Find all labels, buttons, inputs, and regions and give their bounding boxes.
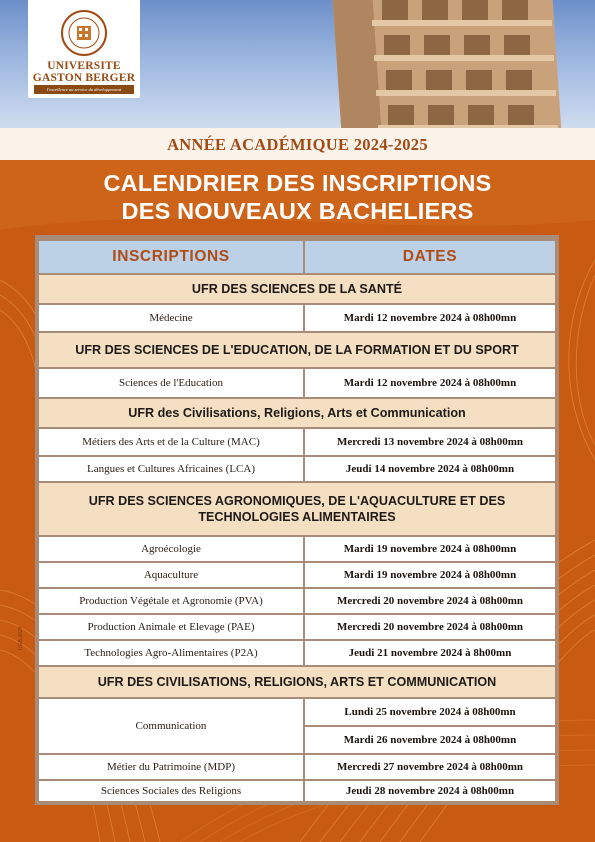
program-date: Jeudi 21 novembre 2024 à 8h00mn: [305, 641, 555, 665]
program-name: Technologies Agro-Alimentaires (P2A): [39, 641, 303, 665]
table-row: [39, 615, 555, 639]
program-name: Sciences de l'Education: [39, 369, 303, 397]
section-title: UFR DES SCIENCES DE LA SANTÉ: [39, 275, 555, 303]
table-row: [39, 755, 555, 779]
program-date: Mardi 19 novembre 2024 à 08h00mn: [305, 537, 555, 561]
table-row: [39, 305, 555, 331]
table-row: [39, 589, 555, 613]
table-header-row: [39, 241, 555, 273]
table-row: [39, 369, 555, 397]
program-date: Mardi 26 novembre 2024 à 08h00mn: [305, 727, 555, 753]
program-name: Métier du Patrimoine (MDP): [39, 755, 303, 779]
program-name: Médecine: [39, 305, 303, 331]
table-row: [39, 537, 555, 561]
program-date: Mercredi 20 novembre 2024 à 08h00mn: [305, 589, 555, 613]
table-row: [39, 699, 555, 753]
program-date: Jeudi 14 novembre 2024 à 08h00mn: [305, 457, 555, 481]
program-date: Jeudi 28 novembre 2024 à 08h00mn: [305, 781, 555, 801]
program-name: Production Végétale et Agronomie (PVA): [39, 589, 303, 613]
section-title: UFR DES CIVILISATIONS, RELIGIONS, ARTS ET COMMUNICATION: [39, 667, 555, 697]
program-name: Production Animale et Elevage (PAE): [39, 615, 303, 639]
page-title-line-2: DES NOUVEAUX BACHELIERS: [121, 198, 474, 224]
section-title: UFR DES SCIENCES DE L'EDUCATION, DE LA FORMATION ET DU SPORT: [39, 333, 555, 367]
program-date: Mardi 19 novembre 2024 à 08h00mn: [305, 563, 555, 587]
academic-year-band: [0, 128, 595, 160]
program-date: Mercredi 27 novembre 2024 à 08h00mn: [305, 755, 555, 779]
program-name: Métiers des Arts et de la Culture (MAC): [39, 429, 303, 455]
section-title: UFR DES SCIENCES AGRONOMIQUES, DE L'AQUACULTURE ET DES TECHNOLOGIES ALIMENTAIRES: [39, 483, 555, 535]
logo-tagline: l'excellence au service du développement: [34, 85, 134, 94]
program-date: Mardi 12 novembre 2024 à 08h00mn: [305, 369, 555, 397]
building-tower-image: [312, 0, 562, 128]
page-title-line-1: CALENDRIER DES INSCRIPTIONS: [103, 170, 492, 196]
table-row: [39, 457, 555, 481]
university-logo: [28, 0, 140, 98]
program-name: Aquaculture: [39, 563, 303, 587]
section-title: UFR des Civilisations, Religions, Arts et Communication: [39, 399, 555, 427]
academic-year-label: ANNÉE ACADÉMIQUE 2024-2025: [167, 135, 428, 154]
program-name: Communication: [39, 699, 303, 753]
table-row: [39, 429, 555, 455]
program-date: Mercredi 13 novembre 2024 à 08h00mn: [305, 429, 555, 455]
table-row: [39, 641, 555, 665]
logo-line-1: UNIVERSITE: [47, 60, 121, 72]
program-name: Agroécologie: [39, 537, 303, 561]
side-code: UGB-2024: [18, 626, 24, 650]
program-date: Lundi 25 novembre 2024 à 08h00mn: [305, 699, 555, 725]
column-header-inscriptions: INSCRIPTIONS: [39, 241, 303, 273]
header-photo: [0, 0, 595, 128]
column-header-dates: DATES: [305, 241, 555, 273]
inscriptions-table: [35, 235, 559, 805]
table-row: [39, 781, 555, 801]
program-date: Mercredi 20 novembre 2024 à 08h00mn: [305, 615, 555, 639]
university-seal-icon: [60, 9, 108, 57]
program-date: Mardi 12 novembre 2024 à 08h00mn: [305, 305, 555, 331]
program-name: Sciences Sociales des Religions: [39, 781, 303, 801]
program-name: Langues et Cultures Africaines (LCA): [39, 457, 303, 481]
logo-line-2: GASTON BERGER: [32, 72, 136, 84]
program-dates: [305, 699, 555, 753]
table-row: [39, 563, 555, 587]
